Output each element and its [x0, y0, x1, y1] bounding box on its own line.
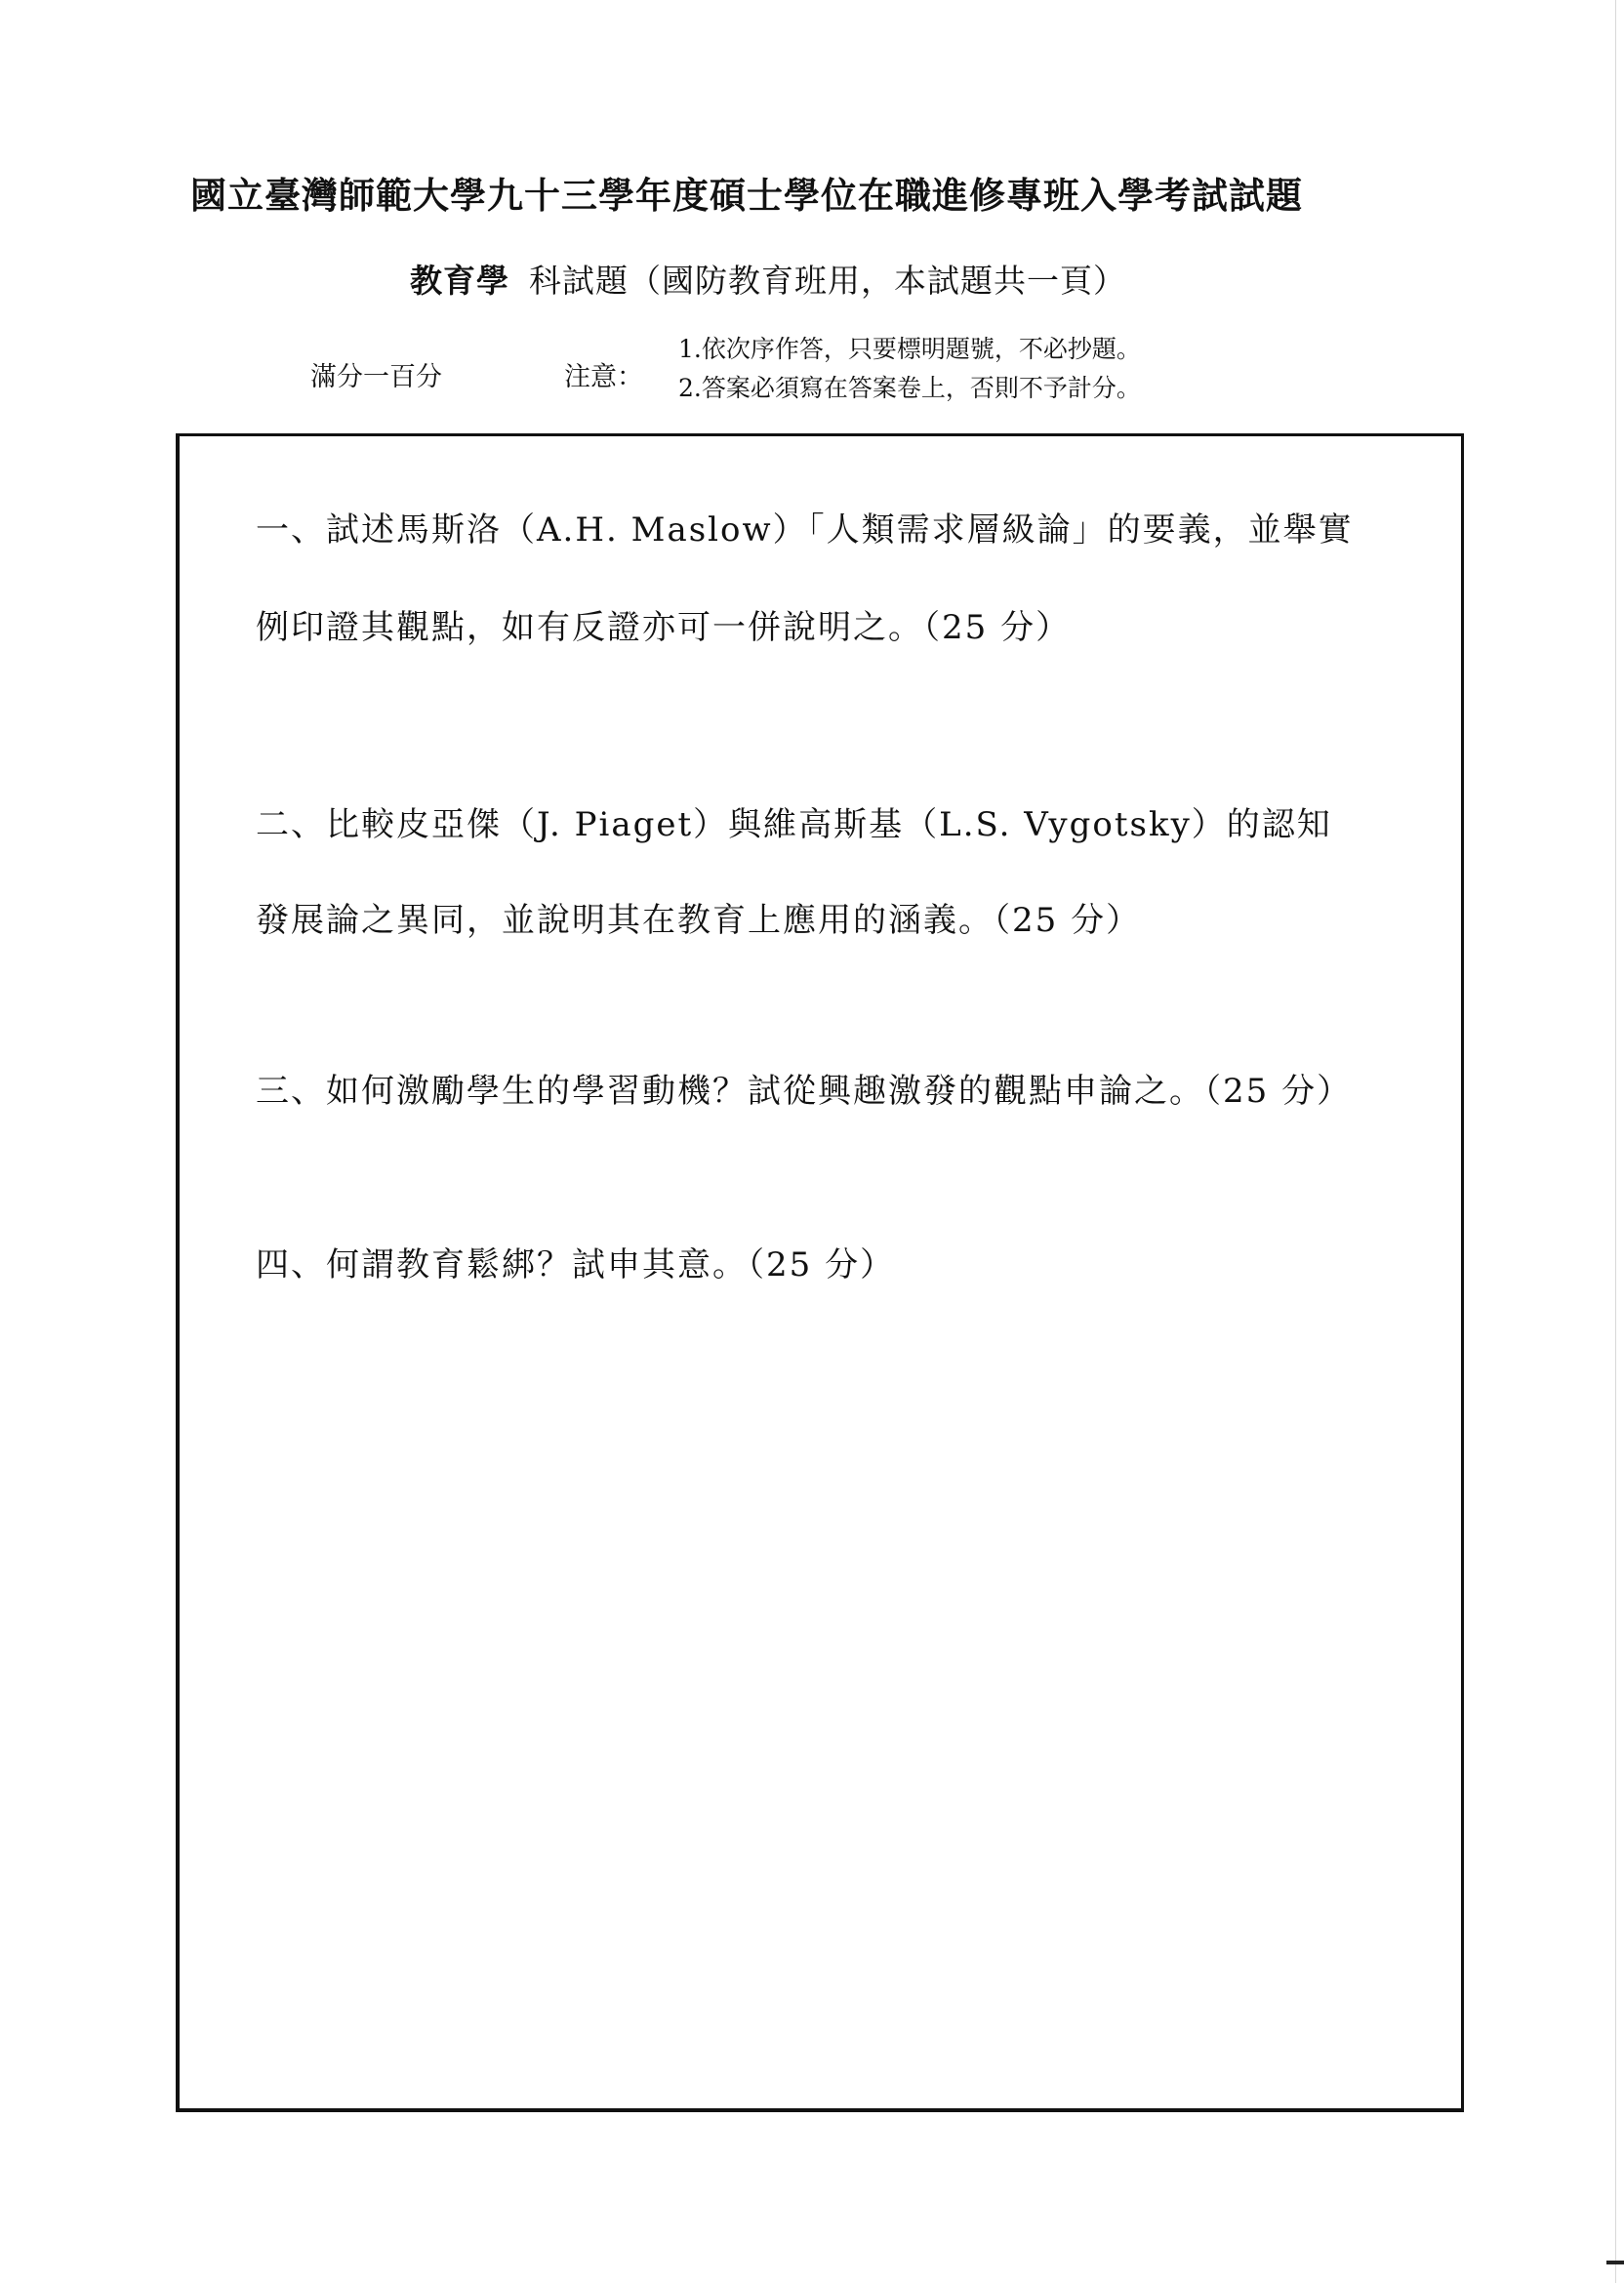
question-2-line-2: 發展論之異同，並說明其在教育上應用的涵義。（25 分） [256, 901, 1142, 940]
question-3: 三、如何激勵學生的學習動機？試從興趣激發的觀點申論之。（25 分） [256, 1072, 1353, 1111]
notice-item: 2.答案必須寫在答案卷上，否則不予計分。 [678, 374, 1141, 402]
scan-edge-line [1615, 0, 1616, 2283]
question-1-line-1: 一、試述馬斯洛（A.H. Maslow）「人類需求層級論」的要義，並舉實 [256, 510, 1354, 550]
scan-corner-mark [1606, 2261, 1624, 2264]
exam-title: 國立臺灣師範大學九十三學年度碩士學位在職進修專班入學考試試題 [190, 174, 1303, 217]
notice-item: 1.依次序作答，只要標明題號，不必抄題。 [678, 335, 1141, 363]
question-2-line-1: 二、比較皮亞傑（J. Piaget）與維高斯基（L.S. Vygotsky）的認知 [256, 805, 1332, 844]
notice-label: 注意： [564, 362, 643, 392]
question-4: 四、何謂教育鬆綁？試申其意。（25 分） [256, 1245, 896, 1284]
total-score: 滿分一百分 [310, 362, 442, 392]
notice-list [678, 330, 1141, 408]
subtitle-detail: 科試題（國防教育班用，本試題共一頁） [529, 262, 1126, 300]
question-1-line-2: 例印證其觀點，如有反證亦可一併說明之。（25 分） [256, 608, 1072, 647]
subject-name: 教育學 [410, 262, 509, 300]
exam-subtitle [410, 256, 1126, 302]
